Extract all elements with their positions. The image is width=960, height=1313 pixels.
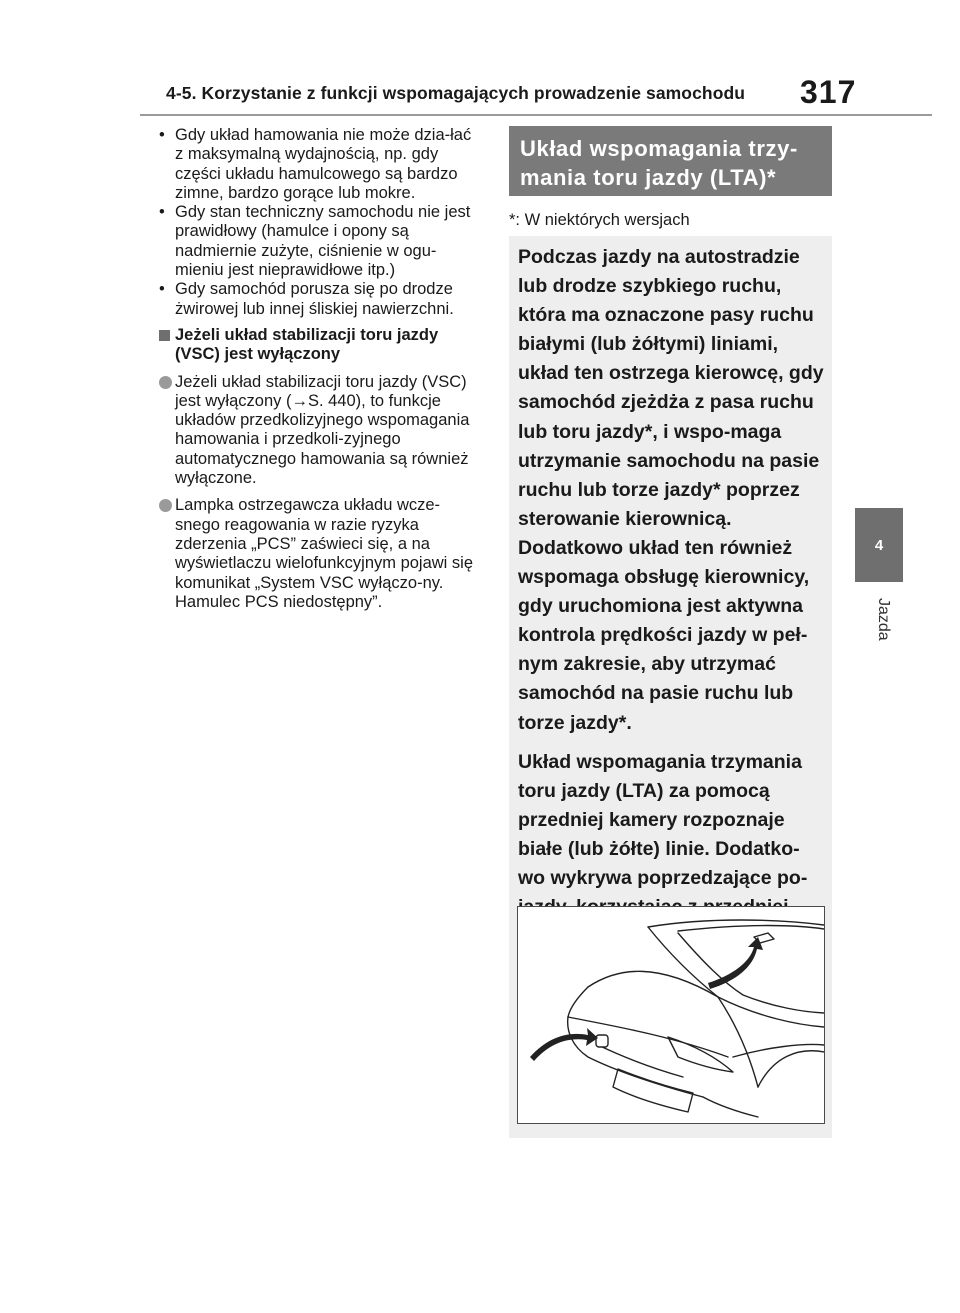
chapter-tab[interactable] (855, 508, 903, 582)
left-column (159, 126, 484, 612)
lower-grille (613, 1069, 693, 1112)
list-item: • Gdy stan techniczny samochodu nie jest prawidłowy (hamulce i opony są nadmiernie zużyte, ciśnienie w ogu-mieniu jest nieprawidłowe itp.) (159, 203, 484, 280)
chapter-label: Jazda (875, 598, 892, 641)
section-note: *: W niektórych wersjach (509, 211, 690, 229)
condition-list (159, 126, 484, 319)
intro-box (509, 236, 832, 1138)
radar-sensor-icon (596, 1035, 608, 1047)
intro-paragraph: Podczas jazdy na autostradzie lub drodze szybkiego ruchu, która ma oznaczone pasy ruchu białymi (lub żółtymi) liniami, układ ten ostrzega kierowcę, gdy samochód zjeżdża z pasa ruchu lub toru jazdy*, i wspo-maga utrzymanie samochodu na pasie ruchu lub torze jazdy* poprzez sterowanie kierownicą. Dodatkowo układ ten również wspomaga obsługę kierownicy, gdy uruchomiona jest aktywna kontrola prędkości jazdy w peł-nym zakresie, aby utrzymać samochód na pasie ruchu lub torze jazdy*. (518, 246, 824, 734)
header-divider (140, 114, 932, 116)
camera-pointer-arrow (708, 937, 763, 989)
list-item: • Gdy układ hamowania nie może dzia-łać z maksymalną wydajnością, np. gdy części układu hamulcowego są bardzo zimne, bardzo gorące lub mokre. (159, 126, 484, 203)
square-bullet-icon (159, 330, 170, 341)
circle-bullet-icon (159, 499, 172, 512)
section-title: Układ wspomagania trzy-mania toru jazdy (LTA)* (509, 126, 832, 196)
page-number: 317 (800, 74, 857, 110)
car-front-drawing (518, 907, 824, 1123)
car-camera-illustration (517, 906, 825, 1124)
paragraph (159, 373, 484, 489)
page-header-title: 4-5. Korzystanie z funkcji wspomagających prowadzenie samochodu (166, 83, 746, 103)
headlight-outline (668, 1037, 733, 1072)
paragraph-text: Jeżeli układ stabilizacji toru jazdy (VSC) jest wyłączony (→S. 440), to funkcje układów przedkolizyjnego wspomagania hamowania i przedkoli-zyjnego automatycznego hamowania są również wyłączone. (175, 372, 470, 488)
subheading-text: Jeżeli układ stabilizacji toru jazdy (VSC) jest wyłączony (175, 325, 439, 364)
list-item: • Gdy samochód porusza się po drodze żwirowej lub innej śliskiej nawierzchni. (159, 280, 484, 319)
chapter-number: 4 (874, 536, 884, 554)
vsc-off-subheading (159, 326, 484, 365)
paragraph (159, 496, 484, 612)
circle-bullet-icon (159, 376, 172, 389)
intro-paragraph: Układ wspomagania trzymania toru jazdy (LTA) za pomocą przedniej kamery rozpoznaje białe (lub żółte) linie. Dodatko-wo wykrywa poprzedzające po- (518, 750, 808, 889)
paragraph-text: Lampka ostrzegawcza układu wcze-snego reagowania w razie ryzyka zderzenia „PCS” zaświeci się, a na wyświetlaczu wielofunkcyjnym pojawi się komunikat „System VSC wyłączo-ny. Hamulec PCS niedostępny”. (175, 496, 474, 611)
